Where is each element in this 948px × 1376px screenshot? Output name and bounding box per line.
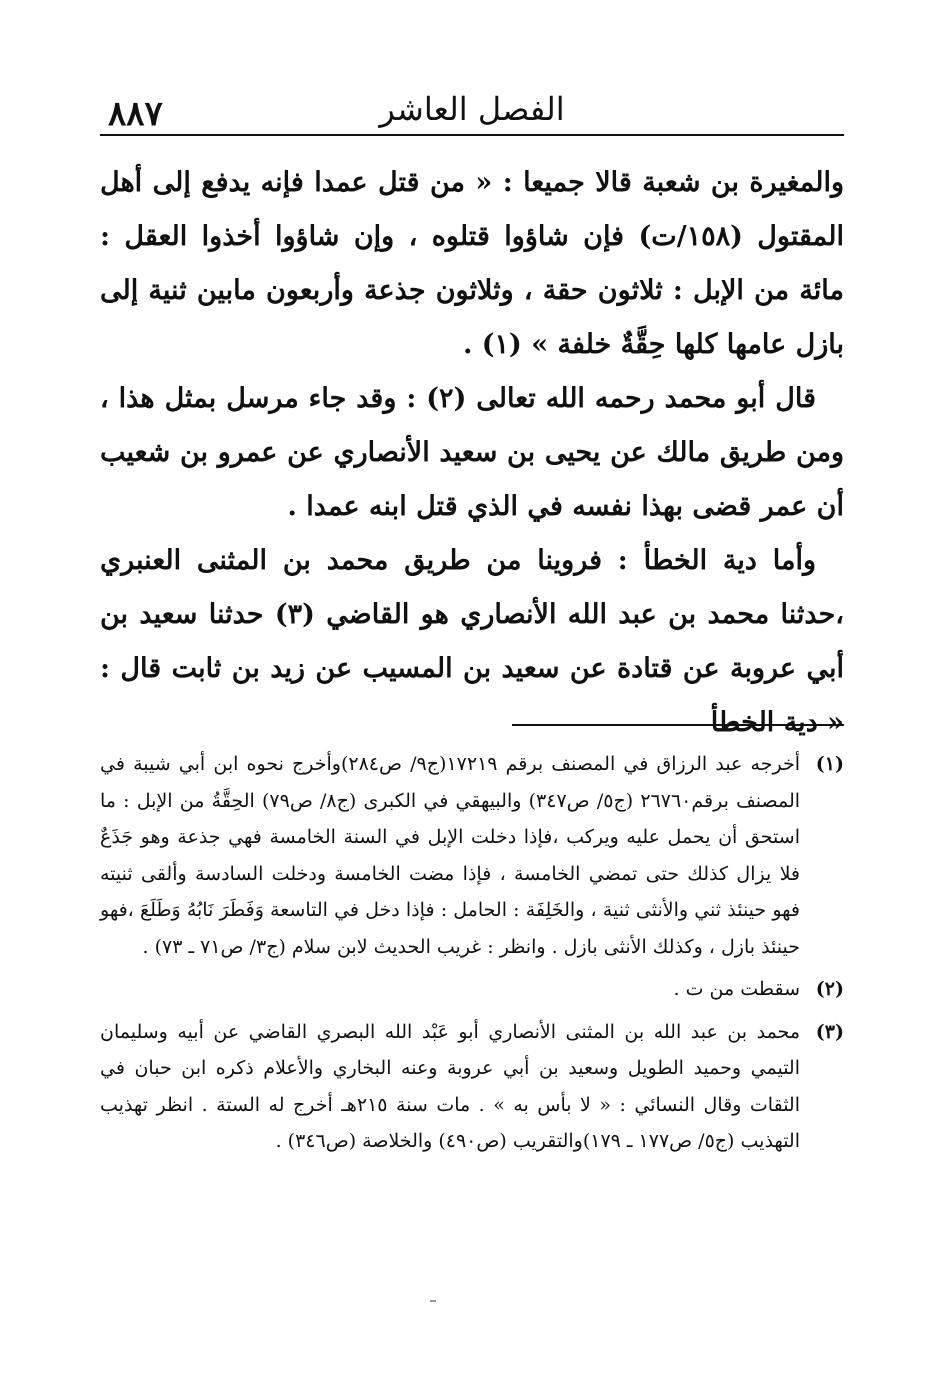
- footnote-2: [100, 971, 844, 1008]
- footnote-1: [100, 746, 844, 965]
- footnote-3: [100, 1014, 844, 1160]
- paragraph-2: قال أبو محمد رحمه الله تعالى (٢) : وقد جاء مرسل بمثل هذا ، ومن طريق مالك عن يحيى بن سعيد الأنصاري عن عمرو بن شعيب أن عمر قضى بهذا نفسه في الذي قتل ابنه عمدا .: [100, 383, 844, 522]
- main-text: [100, 156, 844, 750]
- page-number: ٨٨٧: [108, 94, 163, 134]
- footnote-number: (١): [815, 753, 844, 775]
- footnotes: [100, 746, 844, 1166]
- footnote-number: (٣): [815, 1020, 844, 1043]
- footnote-separator: [512, 724, 844, 726]
- scan-mark: [430, 1300, 436, 1302]
- running-title: الفصل العاشر: [379, 90, 565, 128]
- page-header: [100, 80, 844, 140]
- footnote-text: أخرجه عبد الرزاق في المصنف برقم ١٧٢١٩(ج٩/ ص٢٨٤)وأخرج نحوه ابن أبي شيبة في المصنف برقم٢٦٧٦٠ (ج٥/ ص٣٤٧) والبيهقي في الكبرى (ج٨/ ص٧٩) الحِقَّةُ من الإبل : ما استحق أن يحمل عليه ويركب ،فإذا دخلت الإبل في السنة الخامسة فهي جذعة وهو جَذَعٌ فلا يزال كذلك حتى تمضي الخامسة ، فإذا مضت الخامسة ودخلت السادسة وألقى ثنيته فهو حينئذ ثني والأنثى ثنية ، والخَلِفَة : الحامل : فإذا دخل في التاسعة وَفَطَرَ نَابُهُ وَطَلَعَ ،فهو حينئذ بازل ، وكذلك الأنثى بازل . وانظر : غريب الحديث لابن سلام (ج٣/ ص٧١ ـ ٧٣) .: [100, 753, 801, 958]
- footnote-number: (٢): [815, 978, 844, 1000]
- header-rule: [100, 134, 844, 136]
- paragraph-3: وأما دية الخطأ : فروينا من طريق محمد بن المثنى العنبري ،حدثنا محمد بن عبد الله الأنصاري هو القاضي (٣) حدثنا سعيد بن أبي عروبة عن قتادة عن سعيد بن المسيب عن زيد بن ثابت قال : « دية الخطأ: [100, 545, 845, 738]
- paragraph-1: والمغيرة بن شعبة قالا جميعا : « من قتل عمدا فإنه يدفع إلى أهل المقتول (١٥٨/ت) فإن شاؤوا قتلوه ، وإن شاؤوا أخذوا العقل : مائة من الإبل : ثلاثون حقة ، وثلاثون جذعة وأربعون مابين ثنية إلى بازل عامها كلها حِقَّةٌ خلفة » (١) .: [100, 167, 844, 360]
- footnote-text: محمد بن عبد الله بن المثنى الأنصاري أبو عَبْد الله البصري القاضي عن أبيه وسليمان التيمي وحميد الطويل وسعيد بن أبي عروبة وعنه البخاري والأعلام ذكره ابن حبان في الثقات وقال النسائي : « لا بأس به » . مات سنة ٢١٥هـ أخرج له الستة . انظر تهذيب التهذيب (ج٥/ ص١٧٧ ـ ١٧٩)والتقريب (ص٤٩٠) والخلاصة (ص٣٤٦) .: [100, 1020, 800, 1152]
- footnote-text: سقطت من ت .: [673, 978, 800, 1000]
